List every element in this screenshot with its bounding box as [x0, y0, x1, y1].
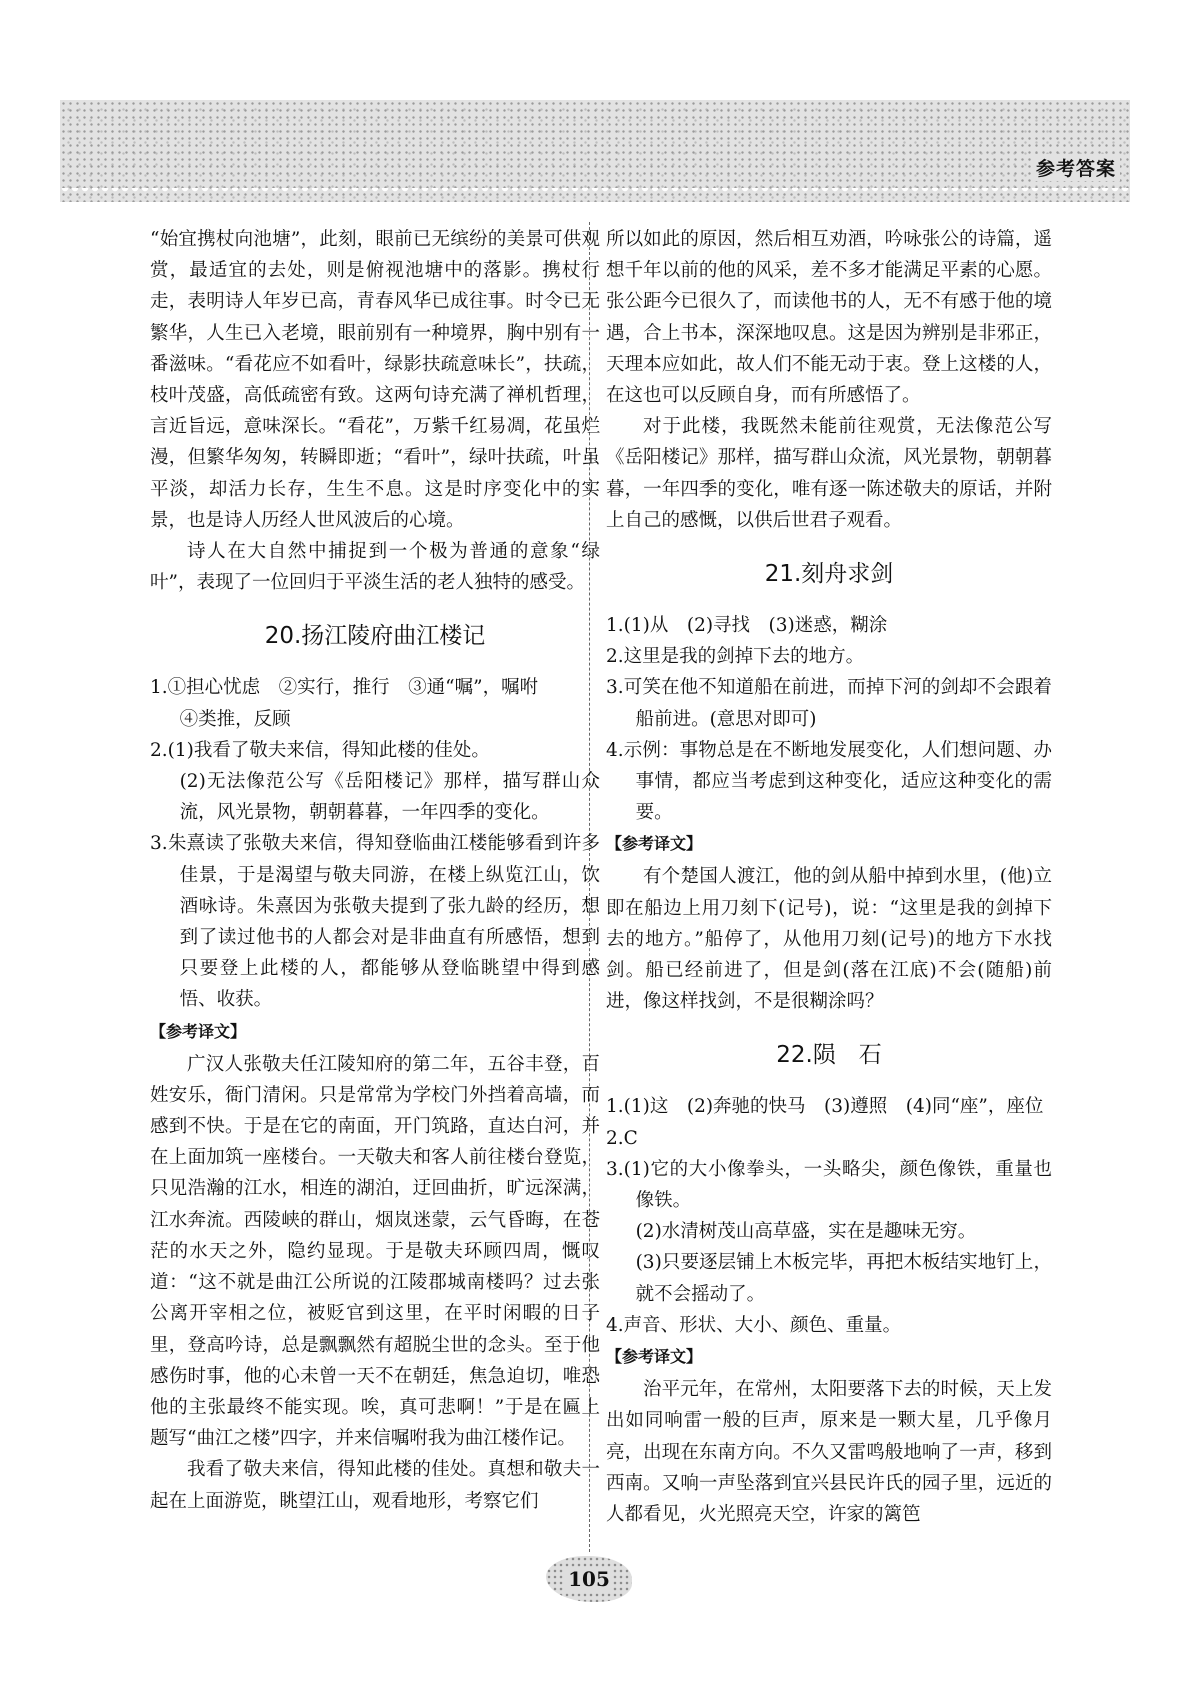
translation-tag: 【参考译文】 [150, 1021, 247, 1041]
intro-paragraph: “始宜携杖向池塘”，此刻，眼前已无缤纷的美景可供观赏，最适宜的去处，则是俯视池塘中的落影。携杖行走，表明诗人年岁已高，青春风华已成往事。时令已无繁华，人生已入老境，眼前别有一种境界，胸中别有一番滋味。“看花应不如看叶，绿影扶疏意味长”，扶疏，枝叶茂盛，高低疏密有致。这两句诗充满了禅机哲理，言近旨远，意味深长。“看花”，万紫千红易凋，花虽烂漫，但繁华匆匆，转瞬即逝；“看叶”，绿叶扶疏，叶虽平淡，却活力长存，生生不息。这是时序变化中的实景，也是诗人历经人世风波后的心境。 [150, 229, 600, 531]
right-column [606, 224, 1052, 1530]
translation-tag: 【参考译文】 [606, 834, 703, 854]
page-number: 105 [565, 1567, 613, 1591]
intro-paragraph: 诗人在大自然中捕捉到一个极为普通的意象“绿叶”，表现了一位回归于平淡生活的老人独特的感受。 [150, 541, 600, 594]
translation-tag: 【参考译文】 [606, 1347, 703, 1367]
answer-subitem: (2)水清树茂山高草盛，实在是趣味无穷。 [635, 1221, 977, 1243]
answer-item: 1.(1)从 (2)寻找 (3)迷惑，糊涂 [606, 615, 888, 637]
answer-item: 1.(1)这 (2)奔驰的快马 (3)遵照 (4)同“座”，座位 [606, 1096, 1044, 1118]
answer-subitem: ④类推，反顾 [179, 708, 291, 730]
answer-item: 2.这里是我的剑掉下去的地方。 [606, 646, 865, 668]
header-label: 参考答案 [1032, 154, 1120, 181]
answer-item: 3.朱熹读了张敬夫来信，得知登临曲江楼能够看到许多佳景，于是渴望与敬夫同游，在楼上纵览江山，饮酒咏诗。朱熹因为张敬夫提到了张九龄的经历，想到了读过他书的人都会对是非曲直有所感悟，想到只要登上此楼的人，都能够从登临眺望中得到感悟、收获。 [150, 833, 600, 1011]
answer-item: 1.①担心忧虑 ②实行，推行 ③通“嘱”，嘱咐 [150, 677, 539, 699]
answer-item: 4.示例：事物总是在不断地发展变化，人们想问题、办事情，都应当考虑到这种变化，适应这种变化的需要。 [606, 739, 1052, 824]
page-number-badge [546, 1556, 632, 1602]
section-title-22: 22.陨 石 [776, 1042, 882, 1069]
translation-paragraph: 广汉人张敬夫任江陵知府的第二年，五谷丰登，百姓安乐，衙门清闲。只是常常为学校门外挡着高墙，而感到不快。于是在它的南面，开门筑路，直达白河，并在上面加筑一座楼台。一天敬夫和客人前往楼台登览，只见浩瀚的江水，相连的湖泊，迂回曲折，旷远深满，江水奔流。西陵峡的群山，烟岚迷蒙，云气昏晦，在苍茫的水天之外，隐约显现。于是敬夫环顾四周，慨叹道：“这不就是曲江公所说的江陵郡城南楼吗？过去张公离开宰相之位，被贬官到这里，在平时闲暇的日子里，登高吟诗，总是飘飘然有超脱尘世的念头。至于他感伤时事，他的心未曾一天不在朝廷，焦急迫切，唯恐他的主张最终不能实现。唉，真可悲啊！”于是在匾上题写“曲江之楼”四字，并来信嘱咐我为曲江楼作记。 [150, 1053, 600, 1450]
section-title-20: 20.扬江陵府曲江楼记 [264, 623, 486, 650]
continuation-paragraph: 对于此楼，我既然未能前往观赏，无法像范公写《岳阳楼记》那样，描写群山众流，风光景物，朝朝暮暮，一年四季的变化，唯有逐一陈述敬夫的原话，并附上自己的感慨，以供后世君子观看。 [606, 416, 1052, 531]
continuation-paragraph: 所以如此的原因，然后相互劝酒，吟咏张公的诗篇，遥想千年以前的他的风采，差不多才能满足平素的心愿。张公距今已很久了，而读他书的人，无不有感于他的境遇，合上书本，深深地叹息。这是因为辨别是非邪正，天理本应如此，故人们不能无动于衷。登上这楼的人，在这也可以反顾自身，而有所感悟了。 [606, 229, 1052, 407]
section-title-21: 21.刻舟求剑 [764, 561, 894, 588]
answer-item: 3.(1)它的大小像拳头，一头略尖，颜色像铁，重量也像铁。 [606, 1158, 1052, 1212]
left-column [150, 224, 600, 1517]
answer-subitem: (2)无法像范公写《岳阳楼记》那样，描写群山众流，风光景物，朝朝暮暮，一年四季的变化。 [179, 771, 600, 824]
answer-item: 2.C [606, 1127, 638, 1149]
translation-paragraph: 我看了敬夫来信，得知此楼的佳处。真想和敬夫一起在上面游览，眺望江山，观看地形，考察它们 [150, 1459, 600, 1512]
answer-item: 4.声音、形状、大小、颜色、重量。 [606, 1314, 902, 1336]
answer-item: 2.(1)我看了敬夫来信，得知此楼的佳处。 [150, 739, 490, 761]
translation-paragraph: 治平元年，在常州，太阳要落下去的时候，天上发出如同响雷一般的巨声，原来是一颗大星，几乎像月亮，出现在东南方向。不久又雷鸣般地响了一声，移到西南。又响一声坠落到宜兴县民许氏的园子里，远近的人都看见，火光照亮天空，许家的篱笆 [606, 1379, 1052, 1525]
translation-paragraph: 有个楚国人渡江，他的剑从船中掉到水里，(他)立即在船边上用刀刻下(记号)，说：“这里是我的剑掉下去的地方。”船停了，从他用刀刻(记号)的地方下水找剑。船已经前进了，但是剑(落在江底)不会(随船)前进，像这样找剑，不是很糊涂吗？ [606, 866, 1052, 1013]
header-banner [60, 100, 1130, 202]
answer-subitem: (3)只要逐层铺上木板完毕，再把木板结实地钉上，就不会摇动了。 [635, 1252, 1052, 1305]
answer-item: 3.可笑在他不知道船在前进，而掉下河的剑却不会跟着船前进。(意思对即可) [606, 677, 1052, 730]
